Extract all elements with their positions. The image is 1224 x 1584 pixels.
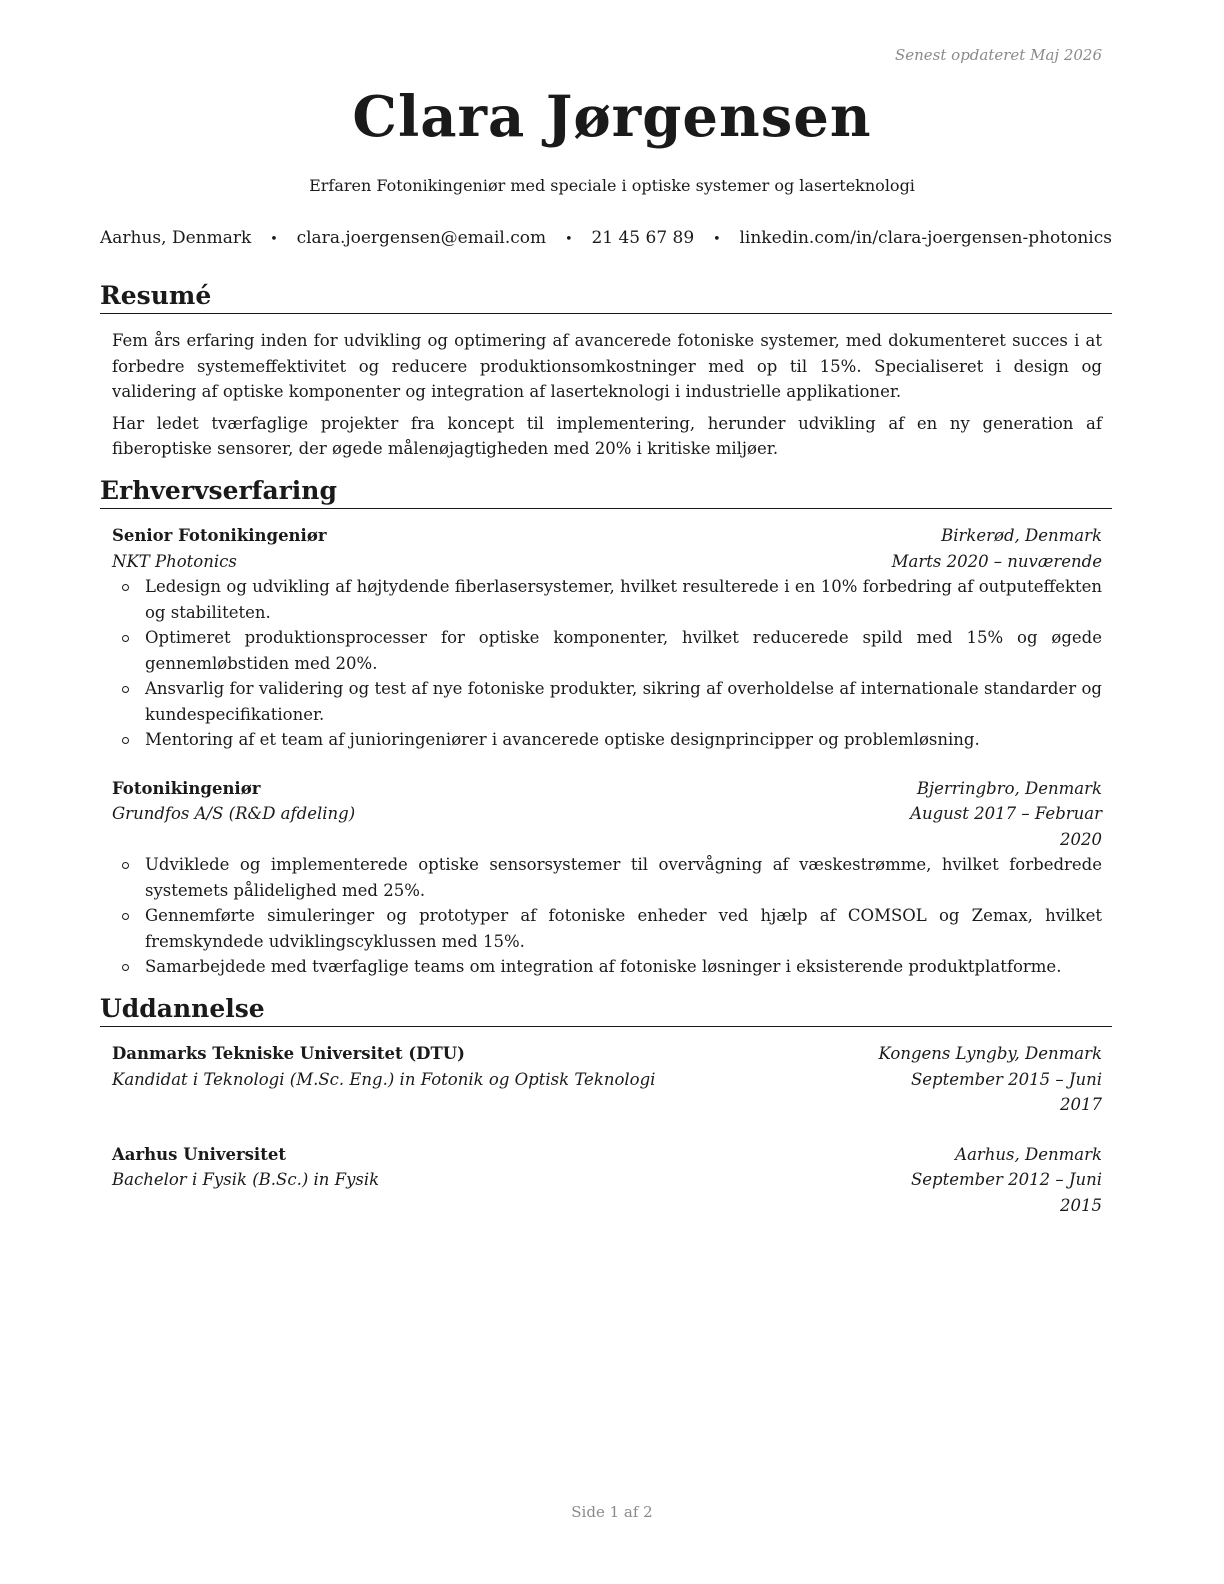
bullet-text: Optimeret produktionsprocesser for optiske komponenter, hvilket reducerede spild med 15% og øgede gennemløbstiden med 20%. (145, 628, 1102, 673)
list-item (112, 903, 1102, 954)
entry-header-row (112, 1142, 1102, 1168)
entry-school: Danmarks Tekniske Universitet (DTU) (112, 1044, 465, 1063)
list-item (112, 954, 1102, 980)
experience-body (100, 523, 1112, 980)
list-item (112, 676, 1102, 727)
bullet-text: Samarbejdede med tværfaglige teams om integration af fotoniske løsninger i eksisterende produktplatforme. (145, 957, 1062, 976)
entry-bullet-list (112, 574, 1102, 753)
contact-separator: • (564, 232, 573, 247)
summary-paragraph: Fem års erfaring inden for udvikling og optimering af avancerede fotoniske systemer, med dokumenteret succes i at forbedre systemeffektivitet og reducere produktionsomkostninger med op til 15%. Specialiseret i design og validering af optiske komponenter og integration af laserteknologi i industrielle applikationer. (112, 331, 1102, 401)
bullet-circle-icon (122, 913, 129, 920)
contact-location: Aarhus, Denmark (100, 228, 252, 248)
education-body (100, 1041, 1112, 1218)
entry-location: Bjerringbro, Denmark (916, 778, 1102, 798)
experience-entry (112, 523, 1102, 753)
entry-location: Birkerød, Denmark (941, 526, 1102, 545)
list-item (112, 625, 1102, 676)
entry-subheader-row (112, 801, 1102, 852)
page-number: Side 1 af 2 (571, 1503, 653, 1521)
entry-subheader-row (112, 1067, 1102, 1118)
entry-dates: September 2015 – Juni 2017 (910, 1069, 1102, 1114)
section-title-summary: Resumé (100, 280, 1112, 314)
bullet-text: Ledesign og udvikling af højtydende fiberlasersystemer, hvilket resulterede i en 10% forbedring af outputeffekten og stabiliteten. (145, 577, 1102, 622)
summary-paragraph: Har ledet tværfaglige projekter fra koncept til implementering, herunder udvikling af en ny generation af fiberoptiske sensorer, der øgede målenøjagtigheden med 20% i kritiske miljøer. (112, 413, 1102, 458)
section-title-experience: Erhvervserfaring (100, 475, 1112, 509)
entry-school: Aarhus Universitet (112, 1144, 286, 1164)
entry-company: Grundfos A/S (R&D afdeling) (112, 804, 356, 823)
entry-dates: Marts 2020 – nuværende (891, 551, 1102, 571)
entry-role: Senior Fotonikingeniør (112, 526, 327, 545)
contact-line (100, 228, 1112, 248)
contact-linkedin-link[interactable]: linkedin.com/in/clara-joergensen-photonics (739, 228, 1112, 248)
entry-header-row (112, 776, 1102, 802)
contact-phone: 21 45 67 89 (591, 228, 695, 248)
summary-body (100, 328, 1112, 462)
entry-location: Kongens Lyngby, Denmark (878, 1044, 1102, 1063)
entry-location: Aarhus, Denmark (955, 1144, 1102, 1164)
contact-separator: • (270, 232, 278, 247)
bullet-circle-icon (122, 584, 129, 591)
entry-subheader-row (112, 1167, 1102, 1218)
summary-section (100, 280, 1112, 462)
entry-degree: Bachelor i Fysik (B.Sc.) in Fysik (112, 1170, 380, 1189)
education-entry (112, 1041, 1102, 1118)
entry-bullet-list (112, 852, 1102, 980)
bullet-circle-icon (122, 862, 129, 869)
bullet-circle-icon (122, 686, 129, 693)
candidate-tagline: Erfaren Fotonikingeniør med speciale i optiske systemer og laserteknologi (309, 176, 915, 195)
entry-company: NKT Photonics (112, 551, 237, 571)
list-item (112, 727, 1102, 753)
section-title-education: Uddannelse (100, 993, 1112, 1027)
bullet-text: Udviklede og implementerede optiske sensorsystemer til overvågning af væskestrømme, hvilket forbedrede systemets pålidelighed med 25%. (145, 855, 1102, 900)
entry-header-row (112, 523, 1102, 549)
entry-degree: Kandidat i Teknologi (M.Sc. Eng.) in Fotonik og Optisk Teknologi (112, 1069, 656, 1089)
contact-email-link[interactable]: clara.joergensen@email.com (296, 228, 547, 248)
entry-dates: August 2017 – Februar 2020 (910, 804, 1102, 849)
last-updated-note: Senest opdateret Maj 2026 (894, 46, 1102, 64)
bullet-circle-icon (122, 964, 129, 971)
candidate-name: Clara Jørgensen (352, 84, 872, 150)
bullet-text: Mentoring af et team af junioringeniører i avancerede optiske designprincipper og problemløsning. (145, 730, 980, 749)
entry-header-row (112, 1041, 1102, 1067)
education-entry (112, 1142, 1102, 1219)
education-section (100, 993, 1112, 1218)
experience-entry (112, 776, 1102, 980)
list-item (112, 852, 1102, 903)
entry-subheader-row (112, 549, 1102, 575)
entry-dates: September 2012 – Juni 2015 (910, 1170, 1102, 1215)
contact-separator: • (713, 232, 721, 247)
bullet-text: Ansvarlig for validering og test af nye fotoniske produkter, sikring af overholdelse af internationale standarder og kundespecifikationer. (145, 679, 1102, 724)
bullet-text: Gennemførte simuleringer og prototyper af fotoniske enheder ved hjælp af COMSOL og Zemax, hvilket fremskyndede udviklingscyklussen med 15%. (145, 906, 1102, 951)
entry-role: Fotonikingeniør (112, 778, 261, 798)
bullet-circle-icon (122, 635, 129, 642)
bullet-circle-icon (122, 737, 129, 744)
experience-section (100, 475, 1112, 980)
list-item (112, 574, 1102, 625)
